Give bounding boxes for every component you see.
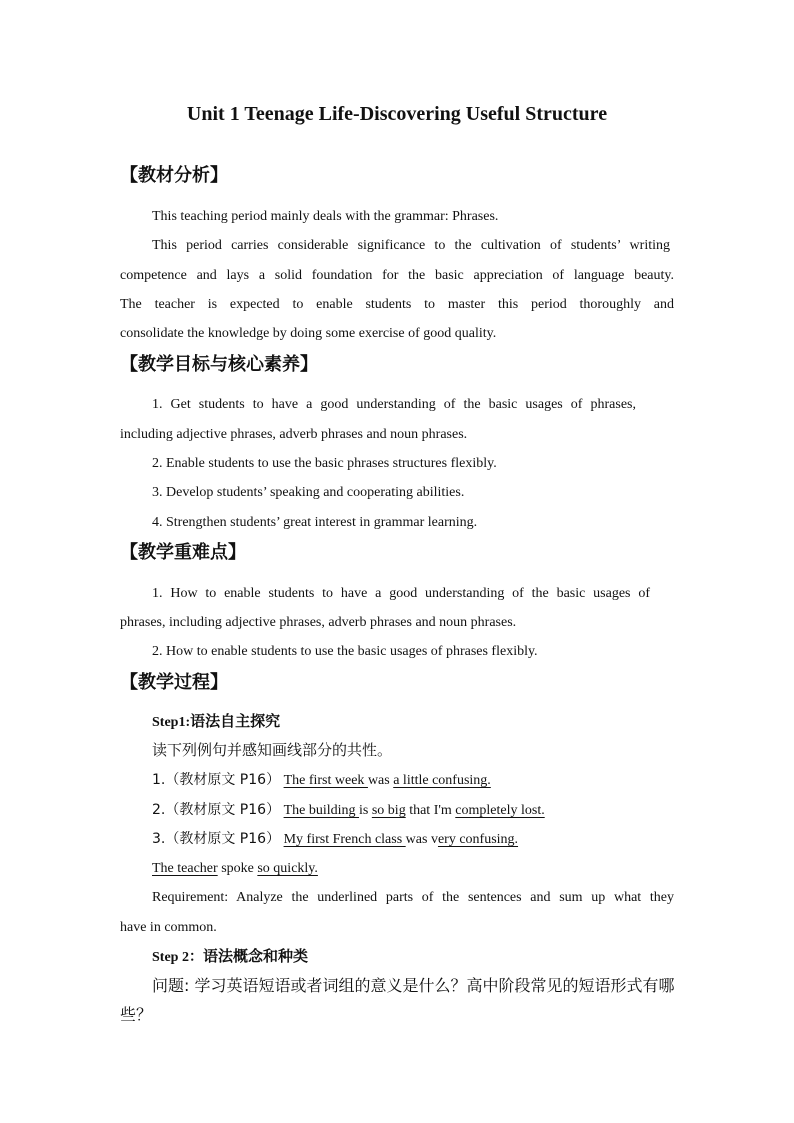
example-1-underlined-predicative: a little confusing.: [393, 773, 491, 788]
question-line-2: 些？: [120, 1005, 153, 1024]
example-1-source: 1.（教材原文 P16）: [152, 772, 281, 788]
step-1-label: Step1:: [152, 715, 191, 730]
section-heading-objectives: 【教学目标与核心素养】: [120, 354, 318, 375]
example-3-verb: was v: [405, 832, 438, 847]
example-4-underlined-subject: The teacher: [152, 861, 218, 876]
example-2-verb: is: [359, 803, 372, 818]
objective-1-line-1: 1. Get students to have a good understanding of the basic usages of phrases,: [152, 397, 636, 412]
step-2-heading: [152, 946, 308, 968]
step-2-label: Step 2：: [152, 950, 203, 965]
keypoint-1-line-1: 1. How to enable students to have a good understanding of the basic usages of: [152, 586, 650, 601]
example-2-underlined-subject: The building: [283, 803, 360, 818]
objective-2: 2. Enable students to use the basic phrases structures flexibly.: [152, 456, 497, 471]
section-heading-process: 【教学过程】: [120, 672, 228, 693]
example-3-underlined-predicative: ery confusing.: [437, 832, 519, 847]
example-sentence-3: [152, 829, 518, 850]
analysis-paragraph-2-line-2: competence and lays a solid foundation for the basic appreciation of language beauty.: [120, 268, 674, 283]
analysis-paragraph-2-line-3: The teacher is expected to enable students to master this period thoroughly and: [120, 297, 674, 312]
example-1-verb: was: [367, 773, 394, 788]
analysis-paragraph-1: This teaching period mainly deals with the grammar: Phrases.: [152, 209, 499, 224]
step-2-title: 语法概念和种类: [202, 947, 308, 965]
section-heading-keypoints: 【教学重难点】: [120, 542, 246, 563]
keypoint-1-line-2: phrases, including adjective phrases, adverb phrases and noun phrases.: [120, 615, 517, 630]
analysis-paragraph-2-line-1: This period carries considerable significance to the cultivation of students’ writing: [152, 238, 670, 253]
example-4-underlined-adverb: so quickly.: [257, 861, 318, 876]
example-3-underlined-subject: My first French class: [283, 832, 406, 847]
example-sentence-1: [152, 770, 491, 791]
analysis-paragraph-2-line-4: consolidate the knowledge by doing some exercise of good quality.: [120, 326, 497, 341]
example-4-verb: spoke: [217, 861, 258, 876]
requirement-line-2: have in common.: [120, 920, 217, 935]
example-sentence-2: [152, 800, 545, 821]
example-2-underlined-adverb: completely lost.: [455, 803, 545, 818]
keypoint-2: 2. How to enable students to use the basic usages of phrases flexibly.: [152, 644, 538, 659]
example-2-connector: that I'm: [405, 803, 456, 818]
example-sentence-4: [152, 859, 318, 879]
question-line-1: 问题: 学习英语短语或者词组的意义是什么？高中阶段常见的短语形式有哪: [152, 976, 674, 995]
example-2-source: 2.（教材原文 P16）: [152, 802, 281, 818]
step-1-title: 语法自主探究: [190, 712, 281, 730]
requirement-line-1: Requirement: Analyze the underlined parts of the sentences and sum up what they: [152, 890, 674, 905]
objective-4: 4. Strengthen students’ great interest in grammar learning.: [152, 515, 478, 530]
step-1-instruction: 读下列例句并感知画线部分的共性。: [152, 741, 393, 759]
example-1-underlined-subject: The first week: [283, 773, 368, 788]
objective-1-line-2: including adjective phrases, adverb phrases and noun phrases.: [120, 427, 468, 442]
example-3-source: 3.（教材原文 P16）: [152, 831, 281, 847]
document-title: Unit 1 Teenage Life-Discovering Useful Structure: [186, 103, 608, 125]
step-1-heading: [152, 711, 280, 733]
example-2-underlined-adjective: so big: [371, 803, 406, 818]
objective-3: 3. Develop students’ speaking and cooperating abilities.: [152, 485, 465, 500]
section-heading-analysis: 【教材分析】: [120, 165, 228, 186]
